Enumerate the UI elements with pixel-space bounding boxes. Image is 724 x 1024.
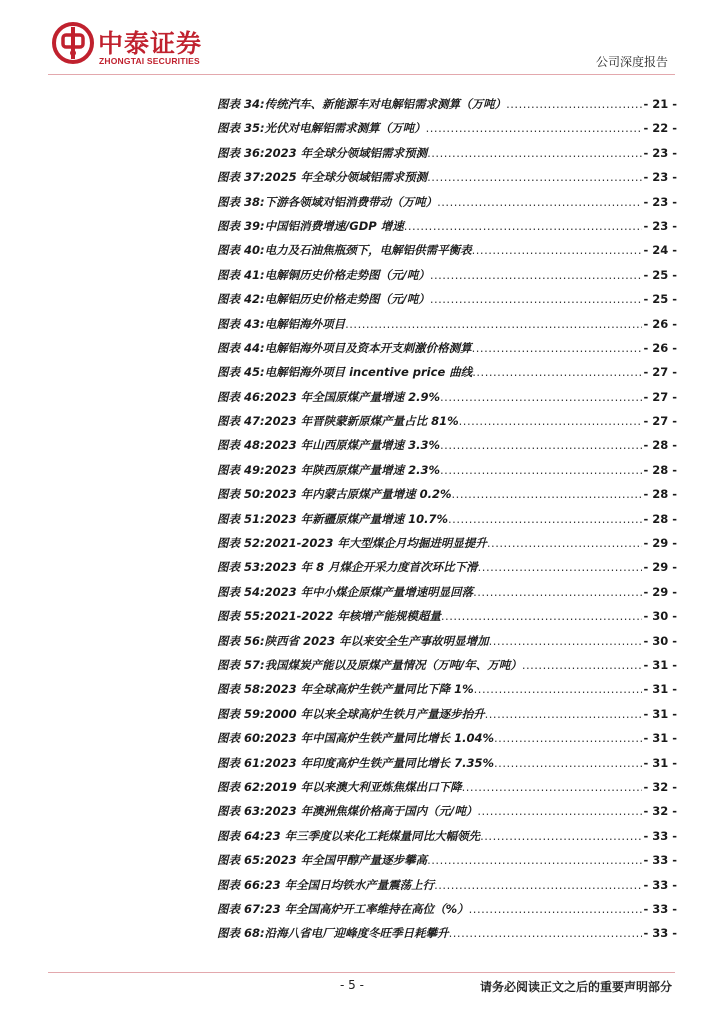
toc-dot-leader [449,921,643,945]
toc-entry[interactable] [217,263,677,287]
toc-entry-title: 2023 年全球高炉生铁产量同比下降 1% [264,682,474,697]
toc-dot-leader [489,629,643,653]
toc-entry[interactable] [217,921,677,945]
toc-entry-page: - 30 - [643,633,677,648]
toc-entry-page: - 28 - [643,438,677,453]
toc-dot-leader [472,336,643,360]
toc-entry[interactable] [217,409,677,433]
toc-entry-label: 图表 39: [217,218,265,233]
toc-entry-title: 2021-2022 年核增产能规模超量 [264,609,441,624]
toc-entry-title: 2021-2023 年大型煤企月均掘进明显提升 [264,536,487,551]
company-logo [52,22,227,72]
toc-entry-page: - 31 - [643,682,677,697]
toc-entry-page: - 26 - [643,340,677,355]
toc-entry-label: 图表 37: [217,170,265,185]
toc-entry-title: 23 年三季度以来化工耗煤量同比大幅领先 [264,828,481,843]
toc-entry[interactable] [217,531,677,555]
toc-entry[interactable] [217,92,677,116]
toc-entry-label: 图表 35: [217,121,265,136]
toc-entry-page: - 33 - [643,828,677,843]
toc-entry-title: 23 年全国日均铁水产量震荡上行 [264,877,435,892]
toc-entry-title: 电解铝海外项目 [264,316,346,331]
toc-dot-leader [440,433,642,457]
toc-entry-title: 2023 年 8 月煤企开采力度首次环比下滑 [264,560,478,575]
toc-entry[interactable] [217,629,677,653]
toc-dot-leader [494,726,642,750]
toc-entry[interactable] [217,677,677,701]
toc-dot-leader [506,92,642,116]
toc-entry-title: 2023 年晋陕蒙新原煤产量占比 81% [264,414,459,429]
toc-dot-leader [472,360,642,384]
toc-entry[interactable] [217,824,677,848]
toc-dot-leader [427,848,642,872]
toc-entry-label: 图表 55: [217,609,265,624]
toc-entry-label: 图表 68: [217,926,265,941]
toc-entry[interactable] [217,848,677,872]
toc-entry[interactable] [217,726,677,750]
toc-entry[interactable] [217,141,677,165]
toc-entry-label: 图表 53: [217,560,265,575]
toc-entry-title: 电解铝海外项目 incentive price 曲线 [264,365,473,380]
toc-entry-page: - 31 - [643,657,677,672]
toc-entry-page: - 29 - [643,584,677,599]
toc-entry[interactable] [217,458,677,482]
logo-english-name: ZHONGTAI SECURITIES [99,56,200,66]
toc-entry-title: 电力及石油焦瓶颈下，电解铝供需平衡表 [264,243,472,258]
toc-entry-page: - 32 - [643,779,677,794]
toc-dot-leader [494,751,642,775]
toc-entry-page: - 33 - [643,901,677,916]
toc-dot-leader [473,580,642,604]
toc-dot-leader [522,653,643,677]
toc-entry[interactable] [217,873,677,897]
toc-entry[interactable] [217,214,677,238]
toc-entry-page: - 23 - [643,194,677,209]
toc-dot-leader [459,409,643,433]
toc-entry-title: 2023 年澳洲焦煤价格高于国内（元/吨） [264,804,478,819]
toc-entry[interactable] [217,702,677,726]
toc-entry-page: - 25 - [643,267,677,282]
toc-entry-title: 2023 年中小煤企原煤产量增速明显回落 [264,584,474,599]
header-divider [48,74,675,75]
logo-chinese-name: 中泰证券 [98,29,203,58]
toc-entry[interactable] [217,312,677,336]
toc-entry-page: - 29 - [643,536,677,551]
toc-entry[interactable] [217,336,677,360]
toc-entry[interactable] [217,580,677,604]
toc-entry-label: 图表 47: [217,414,265,429]
page-header [0,0,724,80]
toc-entry[interactable] [217,287,677,311]
toc-entry[interactable] [217,433,677,457]
toc-entry[interactable] [217,360,677,384]
toc-entry-title: 2023 年山西原煤产量增速 3.3% [264,438,441,453]
toc-entry-page: - 28 - [643,511,677,526]
toc-dot-leader [440,385,642,409]
toc-entry-title: 2023 年印度高炉生铁产量同比增长 7.35% [264,755,495,770]
toc-entry-page: - 21 - [643,97,677,111]
toc-entry-page: - 29 - [643,560,677,575]
toc-dot-leader [478,555,643,579]
toc-dot-leader [426,116,643,140]
toc-dot-leader [487,531,643,555]
toc-entry-page: - 31 - [643,731,677,746]
toc-entry[interactable] [217,799,677,823]
toc-entry-label: 图表 66: [217,877,265,892]
toc-entry-label: 图表 61: [217,755,265,770]
toc-entry-page: - 33 - [643,926,677,941]
toc-dot-leader [434,873,642,897]
toc-entry-page: - 33 - [643,877,677,892]
toc-entry-page: - 27 - [643,389,677,404]
toc-dot-leader [477,799,642,823]
toc-entry-label: 图表 50: [217,487,265,502]
toc-dot-leader [441,604,643,628]
toc-entry-title: 我国煤炭产能以及原煤产量情况（万吨/年、万吨） [264,657,522,672]
toc-entry-title: 电解铝海外项目及资本开支刺激价格测算 [264,340,472,355]
toc-entry-page: - 26 - [643,316,677,331]
toc-entry-title: 电解铝历史价格走势图（元/吨） [264,292,430,307]
toc-dot-leader [440,458,642,482]
toc-entry[interactable] [217,775,677,799]
toc-entry-title: 传统汽车、新能源车对电解铝需求测算（万吨） [264,97,507,111]
toc-entry[interactable] [217,604,677,628]
toc-dot-leader [462,775,643,799]
toc-entry-page: - 27 - [643,365,677,380]
toc-entry-title: 2023 年中国高炉生铁产量同比增长 1.04% [264,731,495,746]
toc-entry-page: - 31 - [643,706,677,721]
toc-entry-label: 图表 54: [217,584,265,599]
toc-dot-leader [404,214,643,238]
report-type-label: 公司深度报告 [595,55,668,69]
footer-divider [48,972,675,973]
toc-entry-label: 图表 38: [217,194,265,209]
toc-entry-title: 光伏对电解铝需求测算（万吨） [264,121,426,136]
toc-entry-label: 图表 51: [217,511,265,526]
toc-dot-leader [430,287,643,311]
toc-entry-label: 图表 44: [217,340,265,355]
toc-dot-leader [480,824,642,848]
toc-entry-label: 图表 46: [217,389,265,404]
toc-entry-page: - 23 - [643,145,677,160]
toc-entry[interactable] [217,482,677,506]
toc-entry-label: 图表 64: [217,828,265,843]
toc-entry-page: - 28 - [643,462,677,477]
toc-entry-page: - 25 - [643,292,677,307]
toc-entry[interactable] [217,507,677,531]
toc-entry[interactable] [217,897,677,921]
toc-entry-page: - 22 - [643,121,677,136]
toc-dot-leader [452,482,643,506]
toc-dot-leader [345,312,642,336]
toc-dot-leader [427,165,642,189]
toc-entry-title: 沿海八省电厂迎峰度冬旺季日耗攀升 [264,926,449,941]
toc-entry-label: 图表 49: [217,462,265,477]
toc-entry[interactable] [217,751,677,775]
toc-entry-label: 图表 40: [217,243,265,258]
toc-entry-label: 图表 58: [217,682,265,697]
toc-entry-page: - 28 - [643,487,677,502]
toc-entry[interactable] [217,116,677,140]
toc-entry-page: - 30 - [643,609,677,624]
toc-entry-label: 图表 63: [217,804,265,819]
toc-entry[interactable] [217,555,677,579]
toc-entry-title: 电解铜历史价格走势图（元/吨） [264,267,430,282]
toc-entry-label: 图表 48: [217,438,265,453]
toc-entry-title: 2023 年全国原煤产量增速 2.9% [264,389,441,404]
toc-dot-leader [474,677,643,701]
toc-entry[interactable] [217,653,677,677]
toc-entry-page: - 24 - [643,243,677,258]
toc-entry-label: 图表 62: [217,779,265,794]
toc-entry-label: 图表 43: [217,316,265,331]
toc-dot-leader [437,190,642,214]
toc-entry-label: 图表 42: [217,292,265,307]
toc-entry-page: - 33 - [643,853,677,868]
figure-table-of-contents [217,92,677,946]
toc-entry-title: 陕西省 2023 年以来安全生产事故明显增加 [264,633,489,648]
toc-entry-title: 2000 年以来全球高炉生铁月产量逐步抬升 [264,706,485,721]
toc-entry-page: - 23 - [643,170,677,185]
toc-entry-page: - 27 - [643,414,677,429]
toc-entry-label: 图表 36: [217,145,265,160]
toc-dot-leader [430,263,643,287]
toc-dot-leader [448,507,642,531]
toc-entry-page: - 31 - [643,755,677,770]
toc-entry-title: 2023 年陕西原煤产量增速 2.3% [264,462,441,477]
toc-entry-page: - 32 - [643,804,677,819]
toc-entry-label: 图表 65: [217,853,265,868]
toc-entry-label: 图表 56: [217,633,265,648]
toc-entry-label: 图表 57: [217,657,265,672]
zhongtai-logo-icon [52,22,94,64]
toc-dot-leader [469,897,643,921]
toc-entry-label: 图表 52: [217,536,265,551]
toc-entry-title: 2023 年全国甲醇产量逐步攀高 [264,853,428,868]
toc-dot-leader [472,238,643,262]
toc-entry[interactable] [217,238,677,262]
toc-dot-leader [427,141,642,165]
toc-entry-label: 图表 34: [217,97,265,111]
toc-entry-title: 2023 年内蒙古原煤产量增速 0.2% [264,487,452,502]
toc-entry-label: 图表 60: [217,731,265,746]
toc-entry-label: 图表 41: [217,267,265,282]
toc-entry-title: 23 年全国高炉开工率维持在高位（%） [264,901,469,916]
disclaimer-note: 请务必阅读正文之后的重要声明部分 [479,980,672,994]
toc-entry[interactable] [217,385,677,409]
toc-entry-title: 2023 年新疆原煤产量增速 10.7% [264,511,449,526]
toc-entry[interactable] [217,165,677,189]
toc-entry-title: 中国铝消费增速/GDP 增速 [264,218,404,233]
toc-entry-label: 图表 45: [217,365,265,380]
toc-dot-leader [485,702,643,726]
toc-entry-title: 2019 年以来澳大利亚炼焦煤出口下降 [264,779,462,794]
toc-entry-title: 2023 年全球分领域铝需求预测 [264,145,428,160]
toc-entry-page: - 23 - [643,218,677,233]
toc-entry-label: 图表 59: [217,706,265,721]
toc-entry[interactable] [217,190,677,214]
toc-entry-title: 下游各领域对铝消费带动（万吨） [264,194,438,209]
toc-entry-title: 2025 年全球分领域铝需求预测 [264,170,428,185]
toc-entry-label: 图表 67: [217,901,265,916]
page-number: - 5 - [340,978,364,992]
